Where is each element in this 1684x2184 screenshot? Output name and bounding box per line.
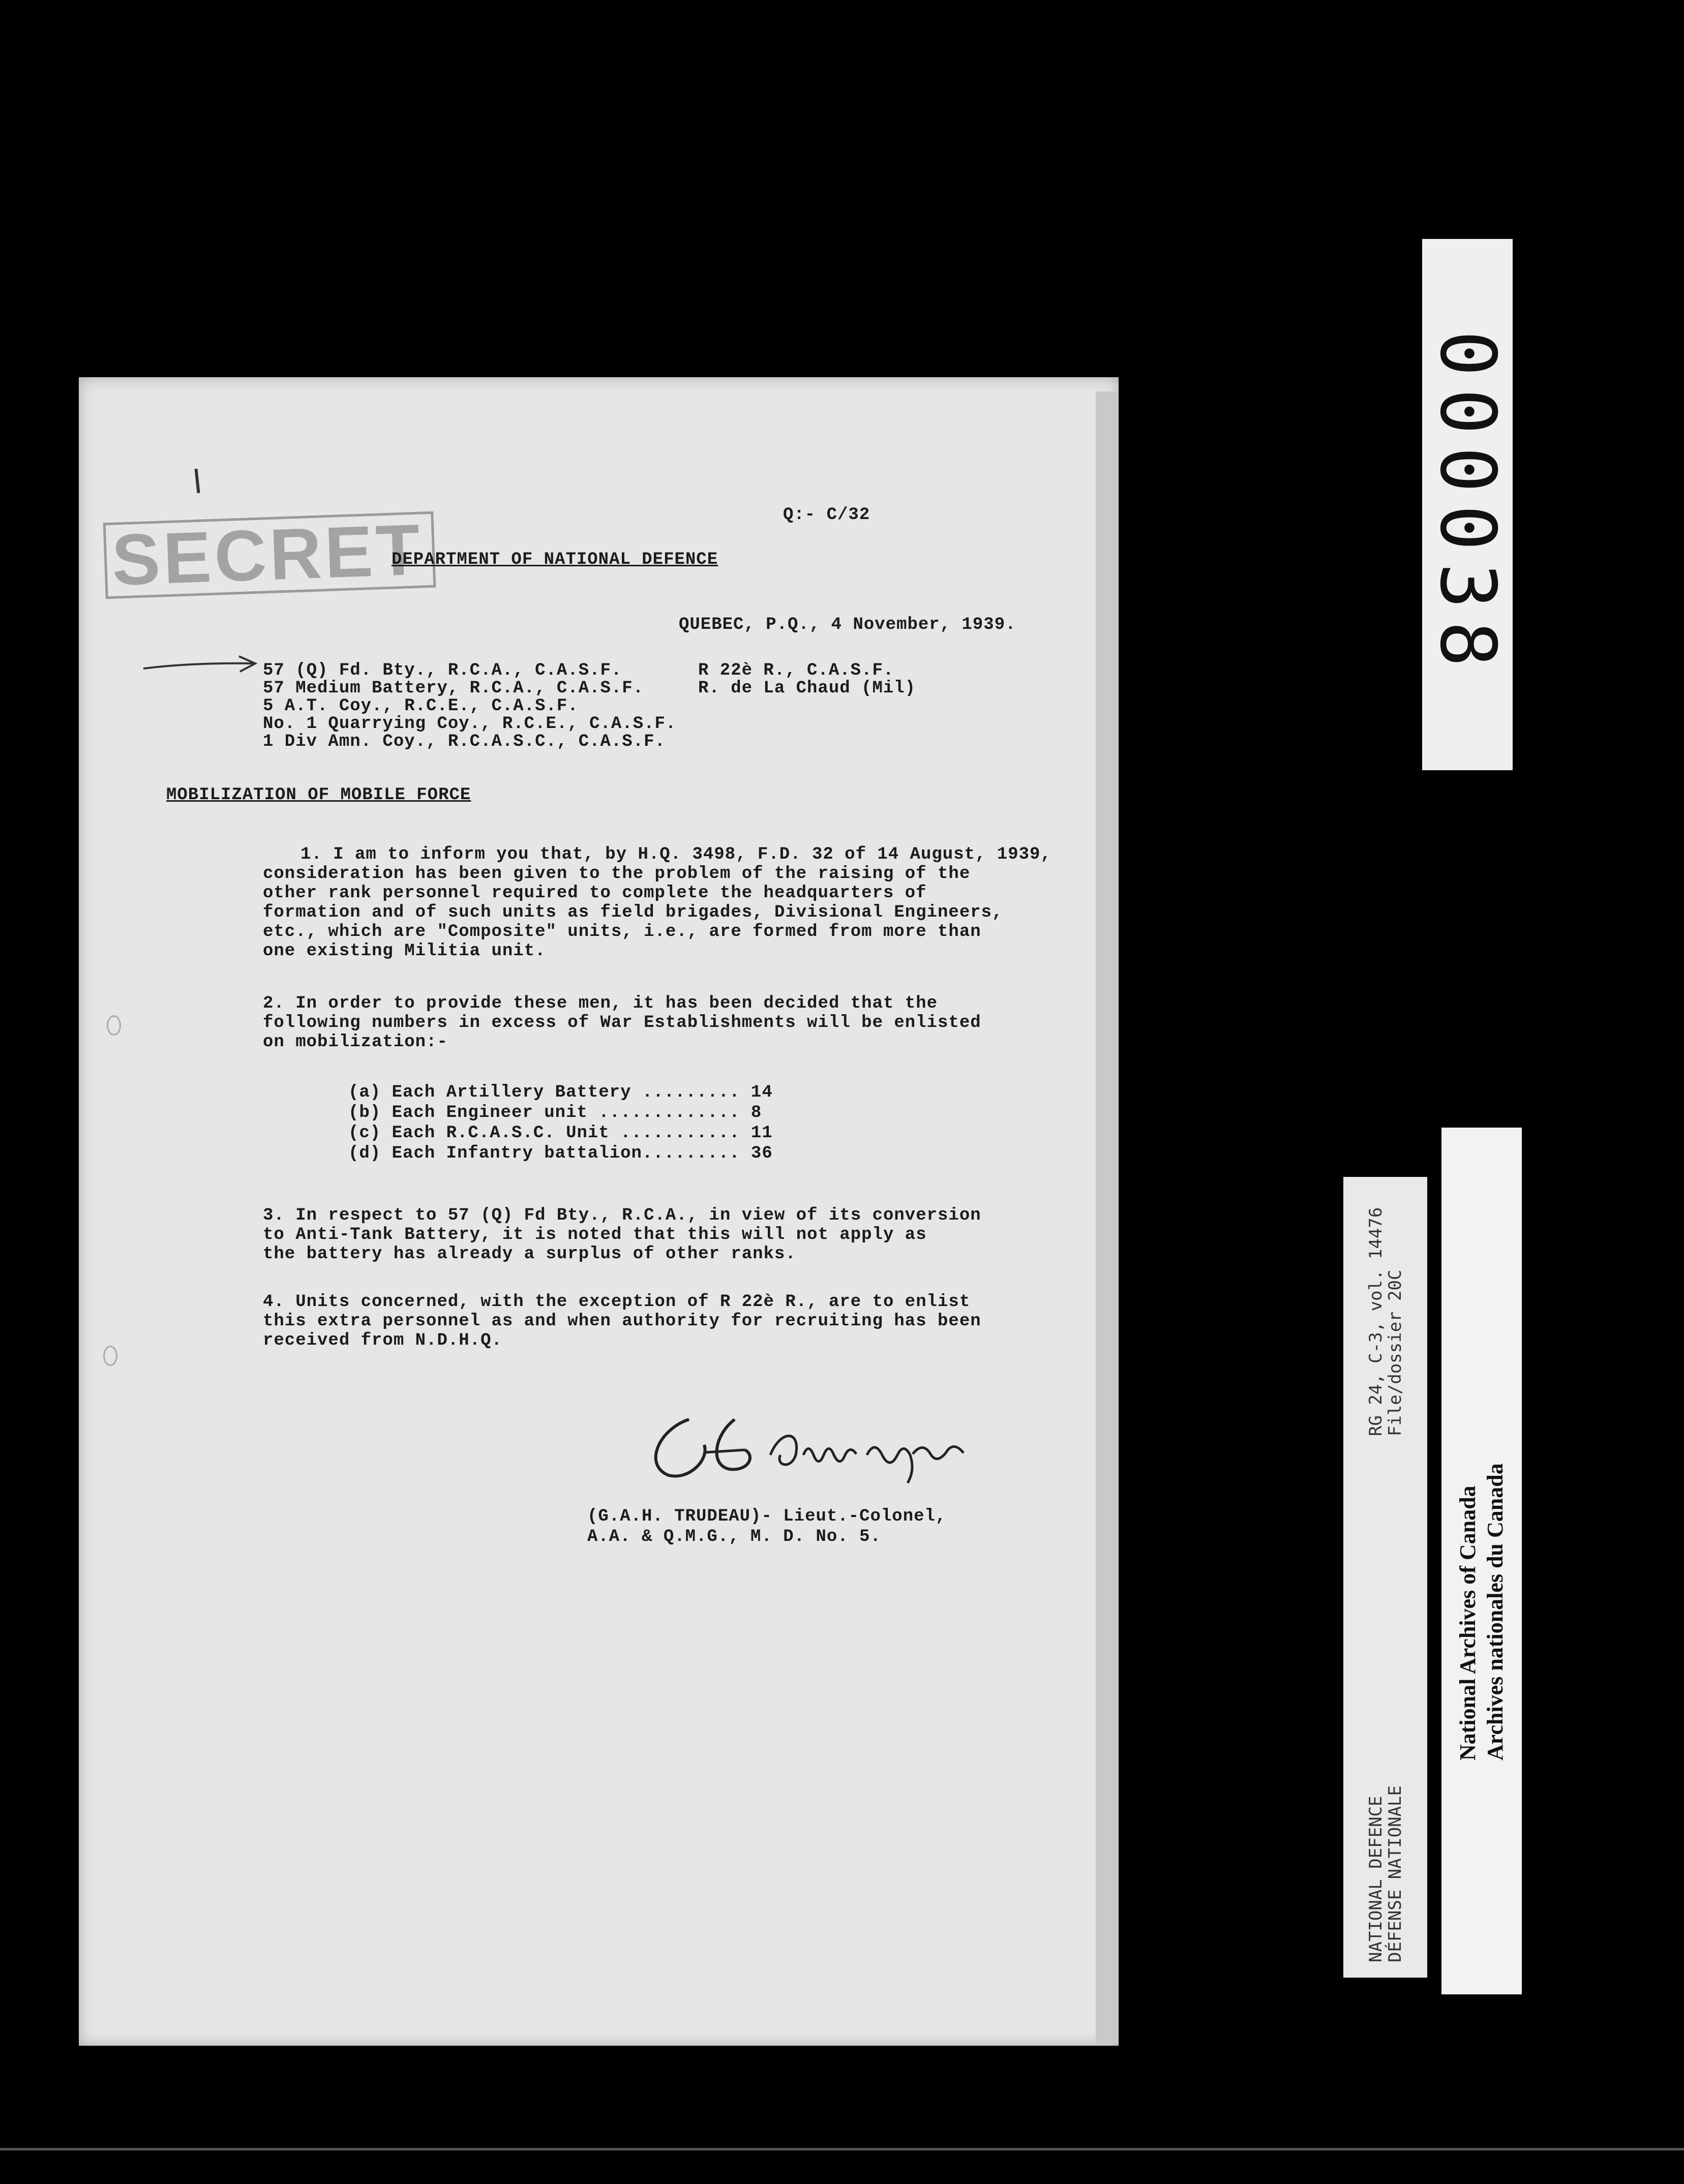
secret-stamp xyxy=(103,511,436,599)
signatory-name: (G.A.H. TRUDEAU)- Lieut.-Colonel, xyxy=(587,1507,947,1526)
archives-line: Archives nationales du Canada xyxy=(1483,1463,1508,1761)
archives-line: National Archives of Canada xyxy=(1455,1485,1480,1761)
department-line: DÉFENSE NATIONALE xyxy=(1385,1785,1405,1962)
list-item: (c) Each R.C.A.S.C. Unit ........... 11 xyxy=(348,1124,773,1143)
addressee: R 22è R., C.A.S.F. xyxy=(698,661,894,680)
paragraph-line: to Anti-Tank Battery, it is noted that this will not apply as xyxy=(263,1225,927,1245)
department-label xyxy=(1366,1785,1405,1962)
hand-mark xyxy=(195,469,200,493)
paragraph-line: etc., which are "Composite" units, i.e., are formed from more than xyxy=(263,922,981,942)
paragraph-line: consideration has been given to the problem of the raising of the xyxy=(263,864,971,884)
addressee: 5 A.T. Coy., R.C.E., C.A.S.F. xyxy=(263,696,579,716)
reference-line: RG 24, C-3, vol. 14476 xyxy=(1366,1207,1386,1436)
subject-heading: MOBILIZATION OF MOBILE FORCE xyxy=(166,785,471,805)
archives-label-card xyxy=(1441,1128,1522,1994)
paragraph-line: other rank personnel required to complete the headquarters of xyxy=(263,884,927,903)
addressee: No. 1 Quarrying Coy., R.C.E., C.A.S.F. xyxy=(263,714,677,734)
arrow-mark xyxy=(142,654,259,675)
handwritten-signature xyxy=(628,1409,994,1496)
archive-reference xyxy=(1366,1207,1405,1436)
frame-number: 000038 xyxy=(1423,330,1512,679)
secret-stamp-text: SECRET xyxy=(110,509,425,601)
document-page xyxy=(79,377,1119,2046)
department-heading: DEPARTMENT OF NATIONAL DEFENCE xyxy=(392,550,718,569)
addressee: 57 (Q) Fd. Bty., R.C.A., C.A.S.F. xyxy=(263,661,622,680)
frame-number-strip xyxy=(1422,239,1513,770)
list-item: (d) Each Infantry battalion......... 36 xyxy=(348,1144,773,1163)
addressee: R. de La Chaud (Mil) xyxy=(698,679,916,698)
archive-reference-card xyxy=(1343,1177,1427,1978)
paragraph-line: 2. In order to provide these men, it has been decided that the xyxy=(263,994,938,1013)
reference-line: File/dossier 20C xyxy=(1385,1269,1405,1436)
paragraph-line: on mobilization:- xyxy=(263,1033,448,1052)
paragraph-line: 4. Units concerned, with the exception of R 22è R., are to enlist xyxy=(263,1292,971,1312)
signatory-title: A.A. & Q.M.G., M. D. No. 5. xyxy=(587,1527,881,1546)
addressee: 1 Div Amn. Coy., R.C.A.S.C., C.A.S.F. xyxy=(263,732,666,751)
paragraph-line: 1. I am to inform you that, by H.Q. 3498, F.D. 32 of 14 August, 1939, xyxy=(300,845,1051,864)
list-item: (a) Each Artillery Battery ......... 14 xyxy=(348,1083,773,1102)
list-item: (b) Each Engineer unit ............. 8 xyxy=(348,1103,762,1123)
paragraph-line: one existing Militia unit. xyxy=(263,942,546,961)
paragraph-line: following numbers in excess of War Establishments will be enlisted xyxy=(263,1013,981,1033)
paragraph-line: received from N.D.H.Q. xyxy=(263,1331,502,1350)
punch-hole xyxy=(103,1346,117,1366)
file-reference: Q:- C/32 xyxy=(783,505,870,525)
archives-label xyxy=(1454,1463,1509,1761)
paragraph-line: the battery has already a surplus of other ranks. xyxy=(263,1245,796,1264)
addressee: 57 Medium Battery, R.C.A., C.A.S.F. xyxy=(263,679,644,698)
bottom-rule xyxy=(0,2148,1684,2150)
place-date: QUEBEC, P.Q., 4 November, 1939. xyxy=(679,615,1016,634)
department-line: NATIONAL DEFENCE xyxy=(1366,1796,1386,1962)
paragraph-line: 3. In respect to 57 (Q) Fd Bty., R.C.A., in view of its conversion xyxy=(263,1206,981,1225)
punch-hole xyxy=(107,1015,121,1036)
page-edge xyxy=(1096,391,1119,2044)
paragraph-line: this extra personnel as and when authority for recruiting has been xyxy=(263,1312,981,1331)
paragraph-line: formation and of such units as field brigades, Divisional Engineers, xyxy=(263,903,1003,922)
